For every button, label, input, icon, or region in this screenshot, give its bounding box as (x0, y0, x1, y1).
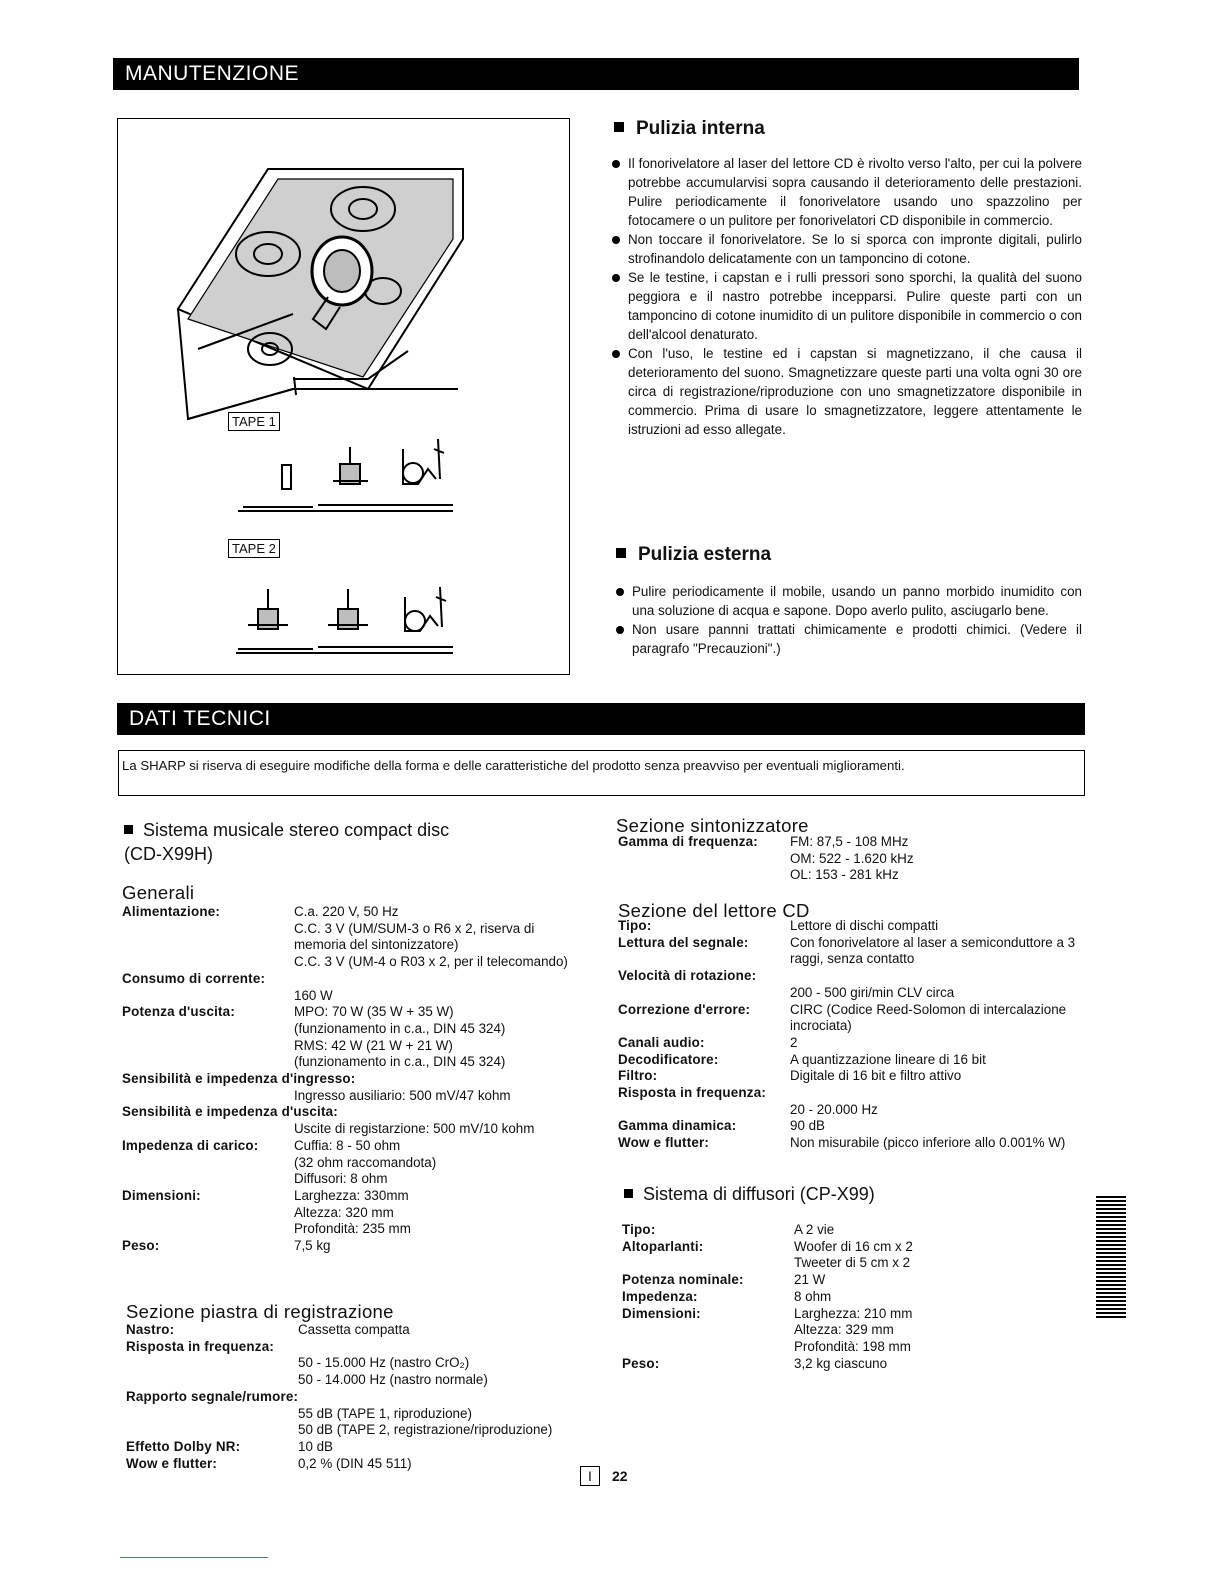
spec-value: A 2 vie (794, 1222, 835, 1237)
spec-value: MPO: 70 W (35 W + 35 W) (funzionamento in c.a., DIN 45 324) RMS: 42 W (21 W + 21 W) (funzionamento in c.a., DIN 45 324) (294, 1004, 506, 1070)
spec-label: Potenza nominale: (622, 1272, 744, 1288)
spec-value: 20 - 20.000 Hz (790, 1101, 878, 1117)
spec-value: Cassetta compatta (298, 1322, 410, 1337)
tape1-label: TAPE 1 (228, 412, 280, 431)
spec-label: Effetto Dolby NR: (126, 1438, 241, 1454)
spec-value: 10 dB (298, 1438, 333, 1454)
spec-value: C.a. 220 V, 50 Hz C.C. 3 V (UM/SUM-3 o R6 x 2, riserva di memoria del sintonizzatore) C.C. 3 V (UM-4 o R03 x 2, per il telecomando) (294, 904, 568, 970)
tuner-heading: Sezione sintonizzatore (616, 815, 809, 836)
spec-row (122, 1104, 586, 1137)
spec-row (122, 1138, 586, 1188)
spec-row (618, 968, 1086, 1001)
spec-label: Filtro: (618, 1068, 658, 1084)
spec-row (122, 904, 586, 971)
spec-value: 2 (790, 1034, 798, 1050)
general-specs (122, 904, 586, 1255)
maintenance-header: MANUTENZIONE (113, 58, 1079, 90)
spec-value: Uscite di registarzione: 500 mV/10 kohm (294, 1121, 535, 1137)
spec-label: Alimentazione: (122, 904, 221, 919)
spec-row (122, 1188, 586, 1238)
spec-row (618, 1002, 1086, 1035)
internal-cleaning-heading: Pulizia interna (614, 118, 765, 140)
list-item: Con l'uso, le testine ed i capstan si magnetizzano, il che causa il deterioramento del suono. Smagnetizzare queste parti una volta ogni 30 ore circa di registrazione/riproduzione con uno smagnetizzatore disponibile in commercio. Prima di usare lo smagnetizzatore, leggere attentamente le istruzioni ad esso allegate. (612, 344, 1082, 439)
spec-row (618, 918, 1086, 935)
spec-value: 50 - 15.000 Hz (nastro CrO₂) 50 - 14.000 Hz (nastro normale) (298, 1355, 488, 1388)
spec-row (622, 1272, 1082, 1289)
spec-value: 7,5 kg (294, 1238, 331, 1254)
spec-value: Con fonorivelatore al laser a semiconduttore a 3 raggi, senza contatto (790, 934, 1076, 967)
spec-label: Consumo di corrente: (122, 970, 266, 986)
spec-value: Woofer di 16 cm x 2 Tweeter di 5 cm x 2 (794, 1238, 913, 1271)
spec-value: Larghezza: 210 mm Altezza: 329 mm Profondità: 198 mm (794, 1305, 913, 1354)
spec-label: Altoparlanti: (622, 1238, 704, 1254)
spec-value: 8 ohm (794, 1288, 832, 1304)
spec-row (618, 834, 1086, 884)
spec-row (618, 1068, 1086, 1085)
spec-label: Tipo: (618, 918, 652, 933)
spec-label: Sensibilità e impedenza d'ingresso: (122, 1071, 356, 1087)
spec-label: Impedenza di carico: (122, 1137, 259, 1153)
speakers-heading: Sistema di diffusori (CP-X99) (624, 1184, 875, 1205)
spec-label: Nastro: (126, 1322, 175, 1337)
list-item: Il fonorivelatore al laser del lettore CD è rivolto verso l'alto, per cui la polvere potrebbe accumularvisi sopra causando il deterioramento delle prestazioni. Pulire periodicamente il fonorivelatore usando uno spazzolino per fotocamere o un pulitore per fonorivelatori CD disponibile in commercio. (612, 154, 1082, 230)
bullet-square-icon (624, 1189, 633, 1198)
spec-row (126, 1439, 586, 1456)
spec-row (618, 1118, 1086, 1135)
list-item: Non usare pannni trattati chimicamente e prodotti chimici. (Vedere il paragrafo "Precauzioni".) (616, 620, 1082, 658)
spec-label: Gamma di frequenza: (618, 834, 758, 849)
tuner-specs (618, 834, 1086, 884)
spec-value: Non misurabile (picco inferiore allo 0.001% W) (790, 1135, 1066, 1151)
spec-label: Decodificatore: (618, 1051, 719, 1067)
external-cleaning-heading: Pulizia esterna (616, 544, 771, 566)
spec-value: Larghezza: 330mm Altezza: 320 mm Profondità: 235 mm (294, 1187, 411, 1237)
spec-value: 160 W (294, 987, 333, 1003)
spec-value: 90 dB (790, 1118, 825, 1134)
spec-label: Velocità di rotazione: (618, 968, 757, 984)
spec-value: 55 dB (TAPE 1, riproduzione) 50 dB (TAPE 2, registrazione/riproduzione) (298, 1405, 553, 1438)
specs-header: DATI TECNICI (117, 703, 1085, 735)
spec-row (618, 1035, 1086, 1052)
spec-value: 0,2 % (DIN 45 511) (298, 1455, 412, 1471)
page-number: I 22 (580, 1466, 628, 1486)
spec-value: 3,2 kg ciascuno (794, 1355, 888, 1371)
spec-label: Sensibilità e impedenza d'uscita: (122, 1104, 338, 1120)
spec-value: Ingresso ausiliario: 500 mV/47 kohm (294, 1087, 511, 1103)
spec-row (122, 1004, 586, 1071)
spec-row (122, 971, 586, 1004)
spec-value: FM: 87,5 - 108 MHz OM: 522 - 1.620 kHz OL: 153 - 281 kHz (790, 834, 914, 883)
spec-row (622, 1239, 1082, 1272)
spec-row (126, 1322, 586, 1339)
spec-value: Cuffia: 8 - 50 ohm (32 ohm raccomandota) Diffusori: 8 ohm (294, 1137, 437, 1187)
spec-row (122, 1071, 586, 1104)
spec-row (618, 1085, 1086, 1118)
cd-specs (618, 918, 1086, 1152)
bullet-square-icon (616, 548, 626, 558)
list-item: Pulire periodicamente il mobile, usando un panno morbido inumidito con una soluzione di acqua e sapone. Dopo averlo pulito, asciugarlo bene. (616, 582, 1082, 620)
spec-label: Potenza d'uscita: (122, 1004, 235, 1020)
spec-label: Peso: (622, 1355, 660, 1371)
spec-label: Impedenza: (622, 1288, 698, 1304)
spec-value: CIRC (Codice Reed-Solomon di intercalazione incrociata) (790, 1001, 1067, 1034)
spec-row (622, 1289, 1082, 1306)
bullet-square-icon (124, 825, 133, 834)
spec-label: Wow e flutter: (126, 1455, 218, 1471)
spec-row (618, 935, 1086, 968)
spec-label: Risposta in frequenza: (126, 1338, 274, 1354)
spec-value: 21 W (794, 1272, 826, 1288)
tape2-label: TAPE 2 (228, 539, 280, 558)
spec-row (126, 1456, 586, 1473)
system-title: Sistema musicale stereo compact disc (CD-X99H) (124, 820, 450, 864)
cassette-deck-illustration (118, 119, 568, 673)
spec-label: Wow e flutter: (618, 1135, 710, 1151)
deck-specs (126, 1322, 586, 1472)
spec-label: Rapporto segnale/rumore: (126, 1388, 299, 1404)
spec-label: Peso: (122, 1238, 160, 1254)
internal-cleaning-list (612, 154, 1082, 439)
spec-label: Dimensioni: (622, 1305, 701, 1321)
bullet-square-icon (614, 122, 624, 132)
spec-label: Tipo: (622, 1222, 656, 1237)
spec-row (622, 1222, 1082, 1239)
spec-label: Canali audio: (618, 1034, 705, 1050)
spec-value: 200 - 500 giri/min CLV circa (790, 984, 955, 1000)
list-item: Non toccare il fonorivelatore. Se lo si sporca con impronte digitali, pulirlo strofinandolo delicatamente con un tamponcino di cotone. (612, 230, 1082, 268)
general-heading: Generali (122, 882, 195, 903)
spec-value: Lettore di dischi compatti (790, 918, 939, 933)
spec-row (622, 1306, 1082, 1356)
cleaning-figure (117, 118, 570, 675)
cd-heading: Sezione del lettore CD (618, 900, 810, 921)
spec-value: A quantizzazione lineare di 16 bit (790, 1051, 986, 1067)
spec-label: Correzione d'errore: (618, 1001, 751, 1017)
spec-row (126, 1389, 586, 1439)
spec-row (122, 1238, 586, 1255)
speakers-specs (622, 1222, 1082, 1372)
spec-row (618, 1052, 1086, 1069)
spec-label: Lettura del segnale: (618, 934, 749, 950)
list-item: Se le testine, i capstan e i rulli pressori sono sporchi, la qualità del suono peggiora e il nastro potrebbe incepparsi. Pulire queste parti con un tamponcino di cotone inumidito di un pulitore disponibile in commercio o con dell'alcool denaturato. (612, 268, 1082, 344)
spec-row (618, 1135, 1086, 1152)
spec-label: Gamma dinamica: (618, 1118, 737, 1134)
spec-value: Digitale di 16 bit e filtro attivo (790, 1068, 962, 1084)
spec-label: Dimensioni: (122, 1187, 201, 1203)
spec-row (622, 1356, 1082, 1373)
deck-heading: Sezione piastra di registrazione (126, 1301, 394, 1322)
notice-box: La SHARP si riserva di eseguire modifiche della forma e delle caratteristiche del prodotto senza preavviso per eventuali miglioramenti. (118, 750, 1085, 796)
external-cleaning-list (616, 582, 1082, 658)
barcode-strip (1096, 1196, 1126, 1320)
spec-row (126, 1339, 586, 1389)
spec-label: Risposta in frequenza: (618, 1085, 766, 1101)
language-mark: I (580, 1466, 600, 1486)
footer-rule (120, 1557, 268, 1558)
